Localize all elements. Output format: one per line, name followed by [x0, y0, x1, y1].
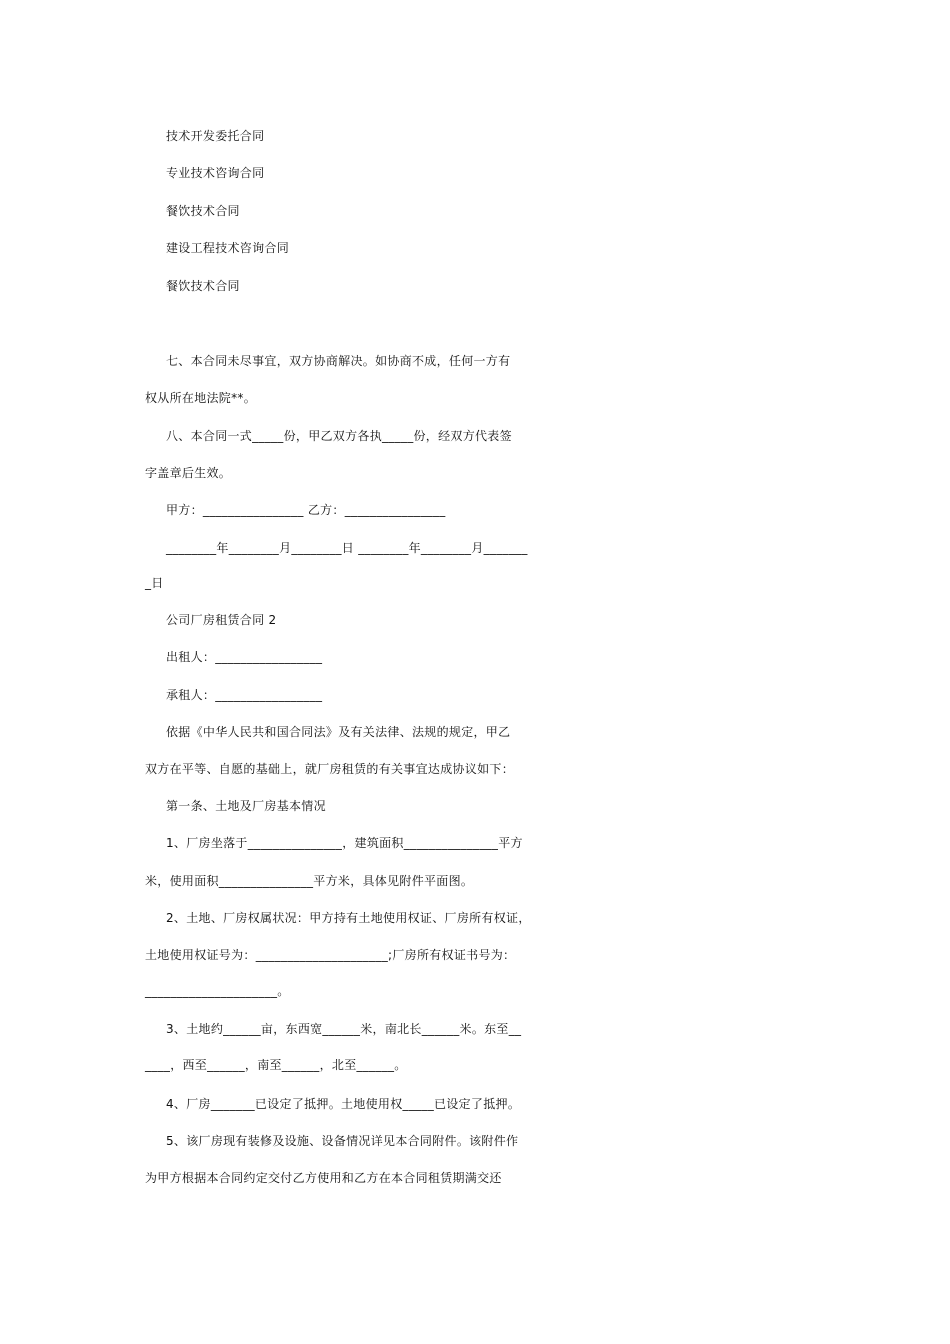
signature-parties: 甲方：________________ 乙方：________________: [166, 503, 446, 517]
item-1-line-2: 米，使用面积_______________平方米，具体见附件平面图。: [145, 874, 474, 888]
clause-7-line-2: 权从所在地法院**。: [145, 391, 257, 405]
related-link-1[interactable]: 技术开发委托合同: [166, 129, 265, 143]
clause-7-line-1: 七、本合同未尽事宜，双方协商解决。如协商不成，任何一方有: [166, 354, 511, 368]
clause-8-line-2: 字盖章后生效。: [145, 466, 232, 480]
item-5-line-1: 5、该厂房现有装修及设施、设备情况详见本合同附件。该附件作: [166, 1134, 519, 1148]
contract-title: 公司厂房租赁合同 2: [166, 613, 277, 627]
related-link-3[interactable]: 餐饮技术合同: [166, 204, 240, 218]
clause-8-line-1: 八、本合同一式_____份，甲乙双方各执_____份，经双方代表签: [166, 429, 512, 443]
item-1-line-1: 1、厂房坐落于_______________，建筑面积_______________平方: [166, 836, 523, 850]
item-3-line-2: ____，西至______，南至______，北至______。: [145, 1058, 407, 1072]
item-2-line-2: 土地使用权证号为：_____________________;厂房所有权证书号为：: [145, 948, 516, 962]
article-1-heading: 第一条、土地及厂房基本情况: [166, 799, 326, 813]
related-link-5[interactable]: 餐饮技术合同: [166, 279, 240, 293]
signature-dates-line-2: _日: [145, 576, 164, 590]
item-5-line-2: 为甲方根据本合同约定交付乙方使用和乙方在本合同租赁期满交还: [145, 1171, 502, 1185]
related-link-2[interactable]: 专业技术咨询合同: [166, 166, 265, 180]
preamble-line-2: 双方在平等、自愿的基础上，就厂房租赁的有关事宜达成协议如下：: [145, 762, 515, 776]
signature-dates-line-1: ________年________月________日 ________年________月_______: [166, 541, 528, 555]
item-4: 4、厂房_______已设定了抵押。土地使用权_____已设定了抵押。: [166, 1097, 521, 1111]
item-3-line-1: 3、土地约______亩，东西宽______米，南北长______米。东至__: [166, 1022, 522, 1036]
related-link-4[interactable]: 建设工程技术咨询合同: [166, 241, 290, 255]
item-2-line-1: 2、土地、厂房权属状况：甲方持有土地使用权证、厂房所有权证，: [166, 911, 531, 925]
preamble-line-1: 依据《中华人民共和国合同法》及有关法律、法规的规定，甲乙: [166, 725, 511, 739]
item-2-line-3: _____________________。: [145, 984, 290, 998]
lessor-field: 出租人：_________________: [166, 650, 323, 664]
lessee-field: 承租人：_________________: [166, 688, 323, 702]
